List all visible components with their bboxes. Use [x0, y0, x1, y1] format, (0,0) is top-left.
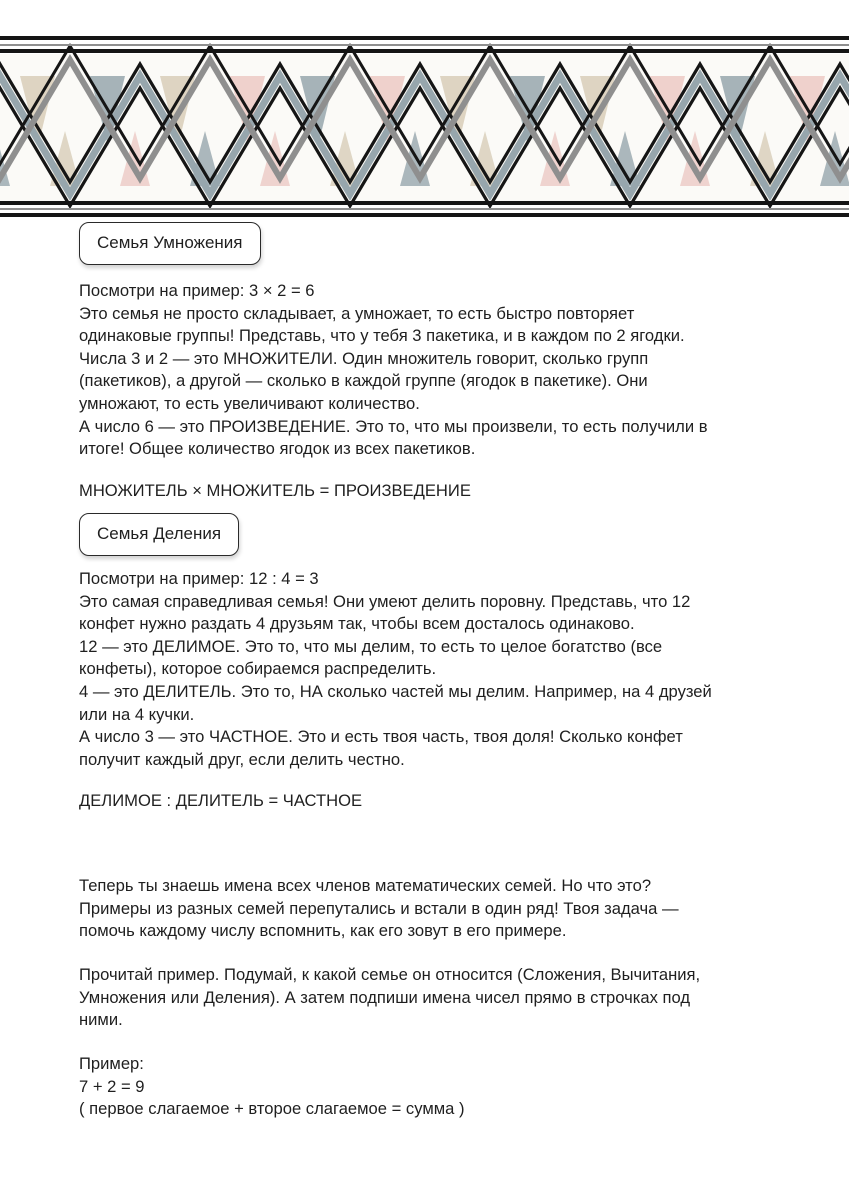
example-label: Пример:	[79, 1054, 144, 1073]
multiplication-title: Семья Умножения	[97, 233, 243, 252]
border-rule-top	[0, 36, 849, 40]
text-line: получит каждый друг, если делить честно.	[79, 749, 405, 769]
text-line: Числа 3 и 2 — это МНОЖИТЕЛИ. Один множитель говорит, сколько групп	[79, 348, 649, 368]
division-title-badge	[79, 513, 239, 556]
text-line: ними.	[79, 1010, 123, 1030]
text-line: помочь каждому числу вспомнить, как его зовут в его примере.	[79, 921, 567, 941]
text-line: Теперь ты знаешь имена всех членов математических семей. Но что это?	[79, 876, 652, 895]
text-line: А число 3 — это ЧАСТНОЕ. Это и есть твоя часть, твоя доля! Сколько конфет	[79, 727, 683, 747]
border-rule-top-thin	[0, 44, 849, 46]
text-line: Посмотри на пример: 3 × 2 = 6	[79, 281, 315, 300]
text-line: Посмотри на пример: 12 : 4 = 3	[79, 569, 319, 588]
text-line: итоге! Общее количество ягодок из всех пакетиков.	[79, 439, 476, 459]
multiplication-formula: МНОЖИТЕЛЬ × МНОЖИТЕЛЬ = ПРОИЗВЕДЕНИЕ	[79, 481, 471, 500]
text-line: (пакетиков), а другой — сколько в каждой группе (ягодок в пакетике). Они	[79, 371, 648, 391]
task-intro	[79, 875, 779, 943]
border-rule-bottom	[0, 213, 849, 217]
multiplication-title-badge	[79, 222, 261, 265]
ornamental-border	[0, 36, 849, 218]
text-line: 12 — это ДЕЛИМОЕ. Это то, что мы делим, то есть то целое богатство (все	[79, 636, 663, 656]
text-line: 4 — это ДЕЛИТЕЛЬ. Это то, НА сколько частей мы делим. Например, на 4 друзей	[79, 681, 712, 701]
text-line: одинаковые группы! Представь, что у тебя 3 пакетика, и в каждом по 2 ягодки.	[79, 326, 685, 346]
division-formula: ДЕЛИМОЕ : ДЕЛИТЕЛЬ = ЧАСТНОЕ	[79, 791, 363, 810]
text-line: Это самая справедливая семья! Они умеют делить поровну. Представь, что 12	[79, 591, 691, 611]
example-names: ( первое слагаемое + второе слагаемое = сумма )	[79, 1099, 465, 1119]
task-instruction	[79, 964, 779, 1032]
text-line: Прочитай пример. Подумай, к какой семье он относится (Сложения, Вычитания,	[79, 965, 701, 984]
multiplication-text	[79, 280, 779, 461]
text-line: Это семья не просто складывает, а умножает, то есть быстро повторяет	[79, 303, 635, 323]
text-line: или на 4 кучки.	[79, 704, 195, 724]
division-title: Семья Деления	[97, 524, 222, 543]
text-line: умножают, то есть увеличивают количество.	[79, 393, 420, 413]
example-expression: 7 + 2 = 9	[79, 1076, 145, 1096]
border-rule-bottom-thin	[0, 208, 849, 210]
zigzag-ornament-graphic	[0, 36, 849, 218]
text-line: конфет нужно раздать 4 друзьям так, чтобы всем досталось одинаково.	[79, 614, 635, 634]
text-line: А число 6 — это ПРОИЗВЕДЕНИЕ. Это то, что мы произвели, то есть получили в	[79, 416, 708, 436]
border-rule-bottom	[0, 201, 849, 205]
text-line: Примеры из разных семей перепутались и встали в один ряд! Твоя задача —	[79, 898, 679, 918]
task-example	[79, 1053, 779, 1121]
division-text	[79, 568, 779, 771]
border-rule-top	[0, 49, 849, 53]
text-line: Умножения или Деления). А затем подпиши имена чисел прямо в строчках под	[79, 987, 691, 1007]
text-line: конфеты), которое собираемся распределить.	[79, 659, 437, 679]
